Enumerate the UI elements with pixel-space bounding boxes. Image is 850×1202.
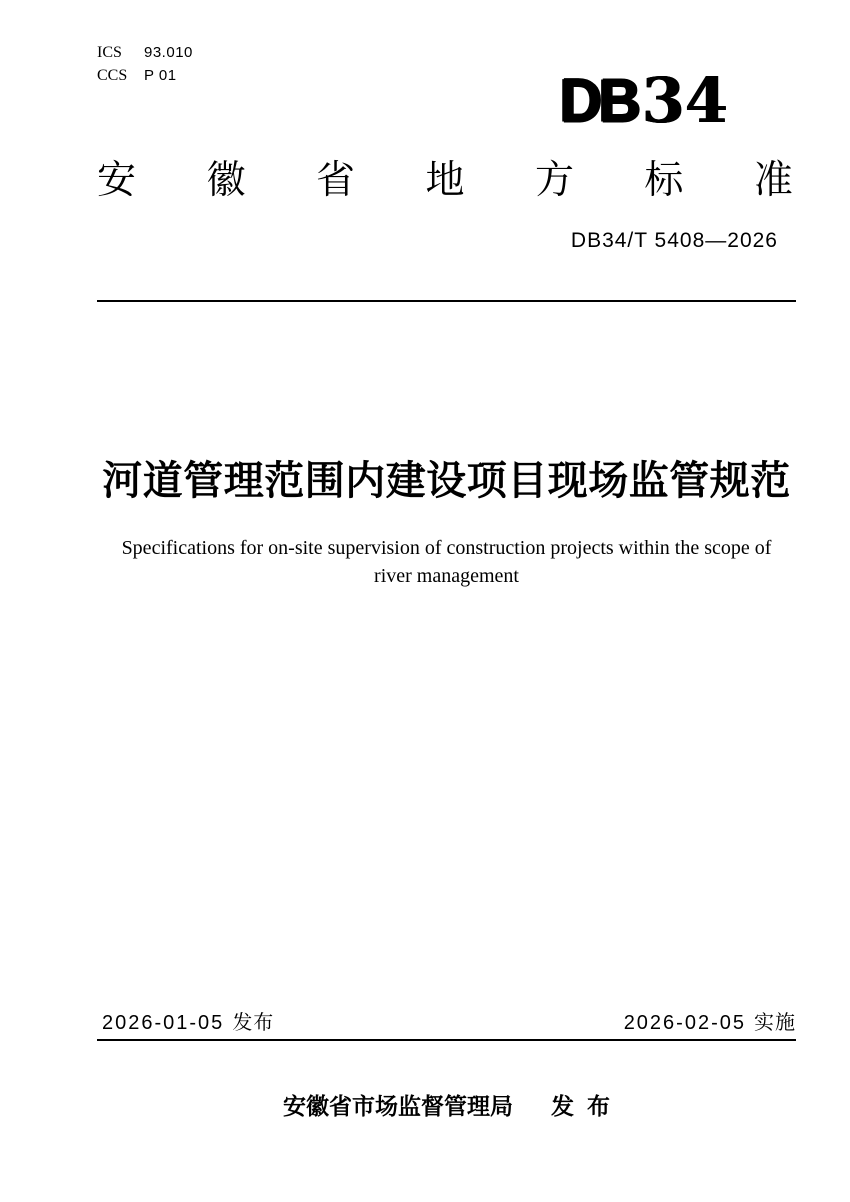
dates-row <box>97 1011 796 1035</box>
document-number: DB34/T 5408—2026 <box>570 229 778 252</box>
standard-type-char: 省 <box>315 159 355 202</box>
ics-code-row <box>97 41 193 64</box>
implementation-date-label: 实施 <box>754 1012 796 1034</box>
classification-codes <box>97 41 193 87</box>
standard-type-char: 地 <box>425 159 465 202</box>
page-title-english-line1: Specifications for on-site supervision of construction projects within the scope of <box>121 537 772 559</box>
standard-type-char: 安 <box>97 159 137 202</box>
publisher-action-char: 布 <box>587 1093 610 1119</box>
publisher-action-char: 发 <box>551 1093 574 1119</box>
page-title: 河道管理范围内建设项目现场监管规范 <box>102 459 791 503</box>
ics-label: ICS <box>97 44 122 61</box>
publisher-row <box>97 1092 796 1120</box>
implementation-date: 2026-02-05 <box>623 1012 746 1034</box>
ccs-label: CCS <box>97 67 128 84</box>
ics-value: 93.010 <box>144 44 193 61</box>
standard-type-char: 标 <box>644 159 684 202</box>
header-divider-line <box>97 300 796 302</box>
publisher-name: 安徽省市场监督管理局 <box>283 1093 513 1119</box>
footer-divider-line <box>97 1039 796 1041</box>
standard-type-char: 方 <box>534 159 574 202</box>
standard-type-char: 准 <box>753 159 793 202</box>
db34-logo-letters: DB <box>559 66 638 136</box>
ccs-code-row <box>97 64 193 87</box>
ccs-value: P 01 <box>144 67 177 84</box>
issue-date-group <box>97 1011 274 1035</box>
issue-date-label: 发布 <box>232 1012 275 1034</box>
db34-logo <box>559 64 728 137</box>
issue-date: 2026-01-05 <box>102 1012 225 1034</box>
standard-type-heading <box>97 160 793 203</box>
publisher-action <box>551 1093 610 1119</box>
page-title-english-line2: river management <box>374 565 519 587</box>
implementation-date-group <box>624 1011 796 1035</box>
db34-logo-number: 34 <box>641 64 728 137</box>
page-title-english <box>97 534 796 590</box>
standard-type-char: 徽 <box>206 159 246 202</box>
